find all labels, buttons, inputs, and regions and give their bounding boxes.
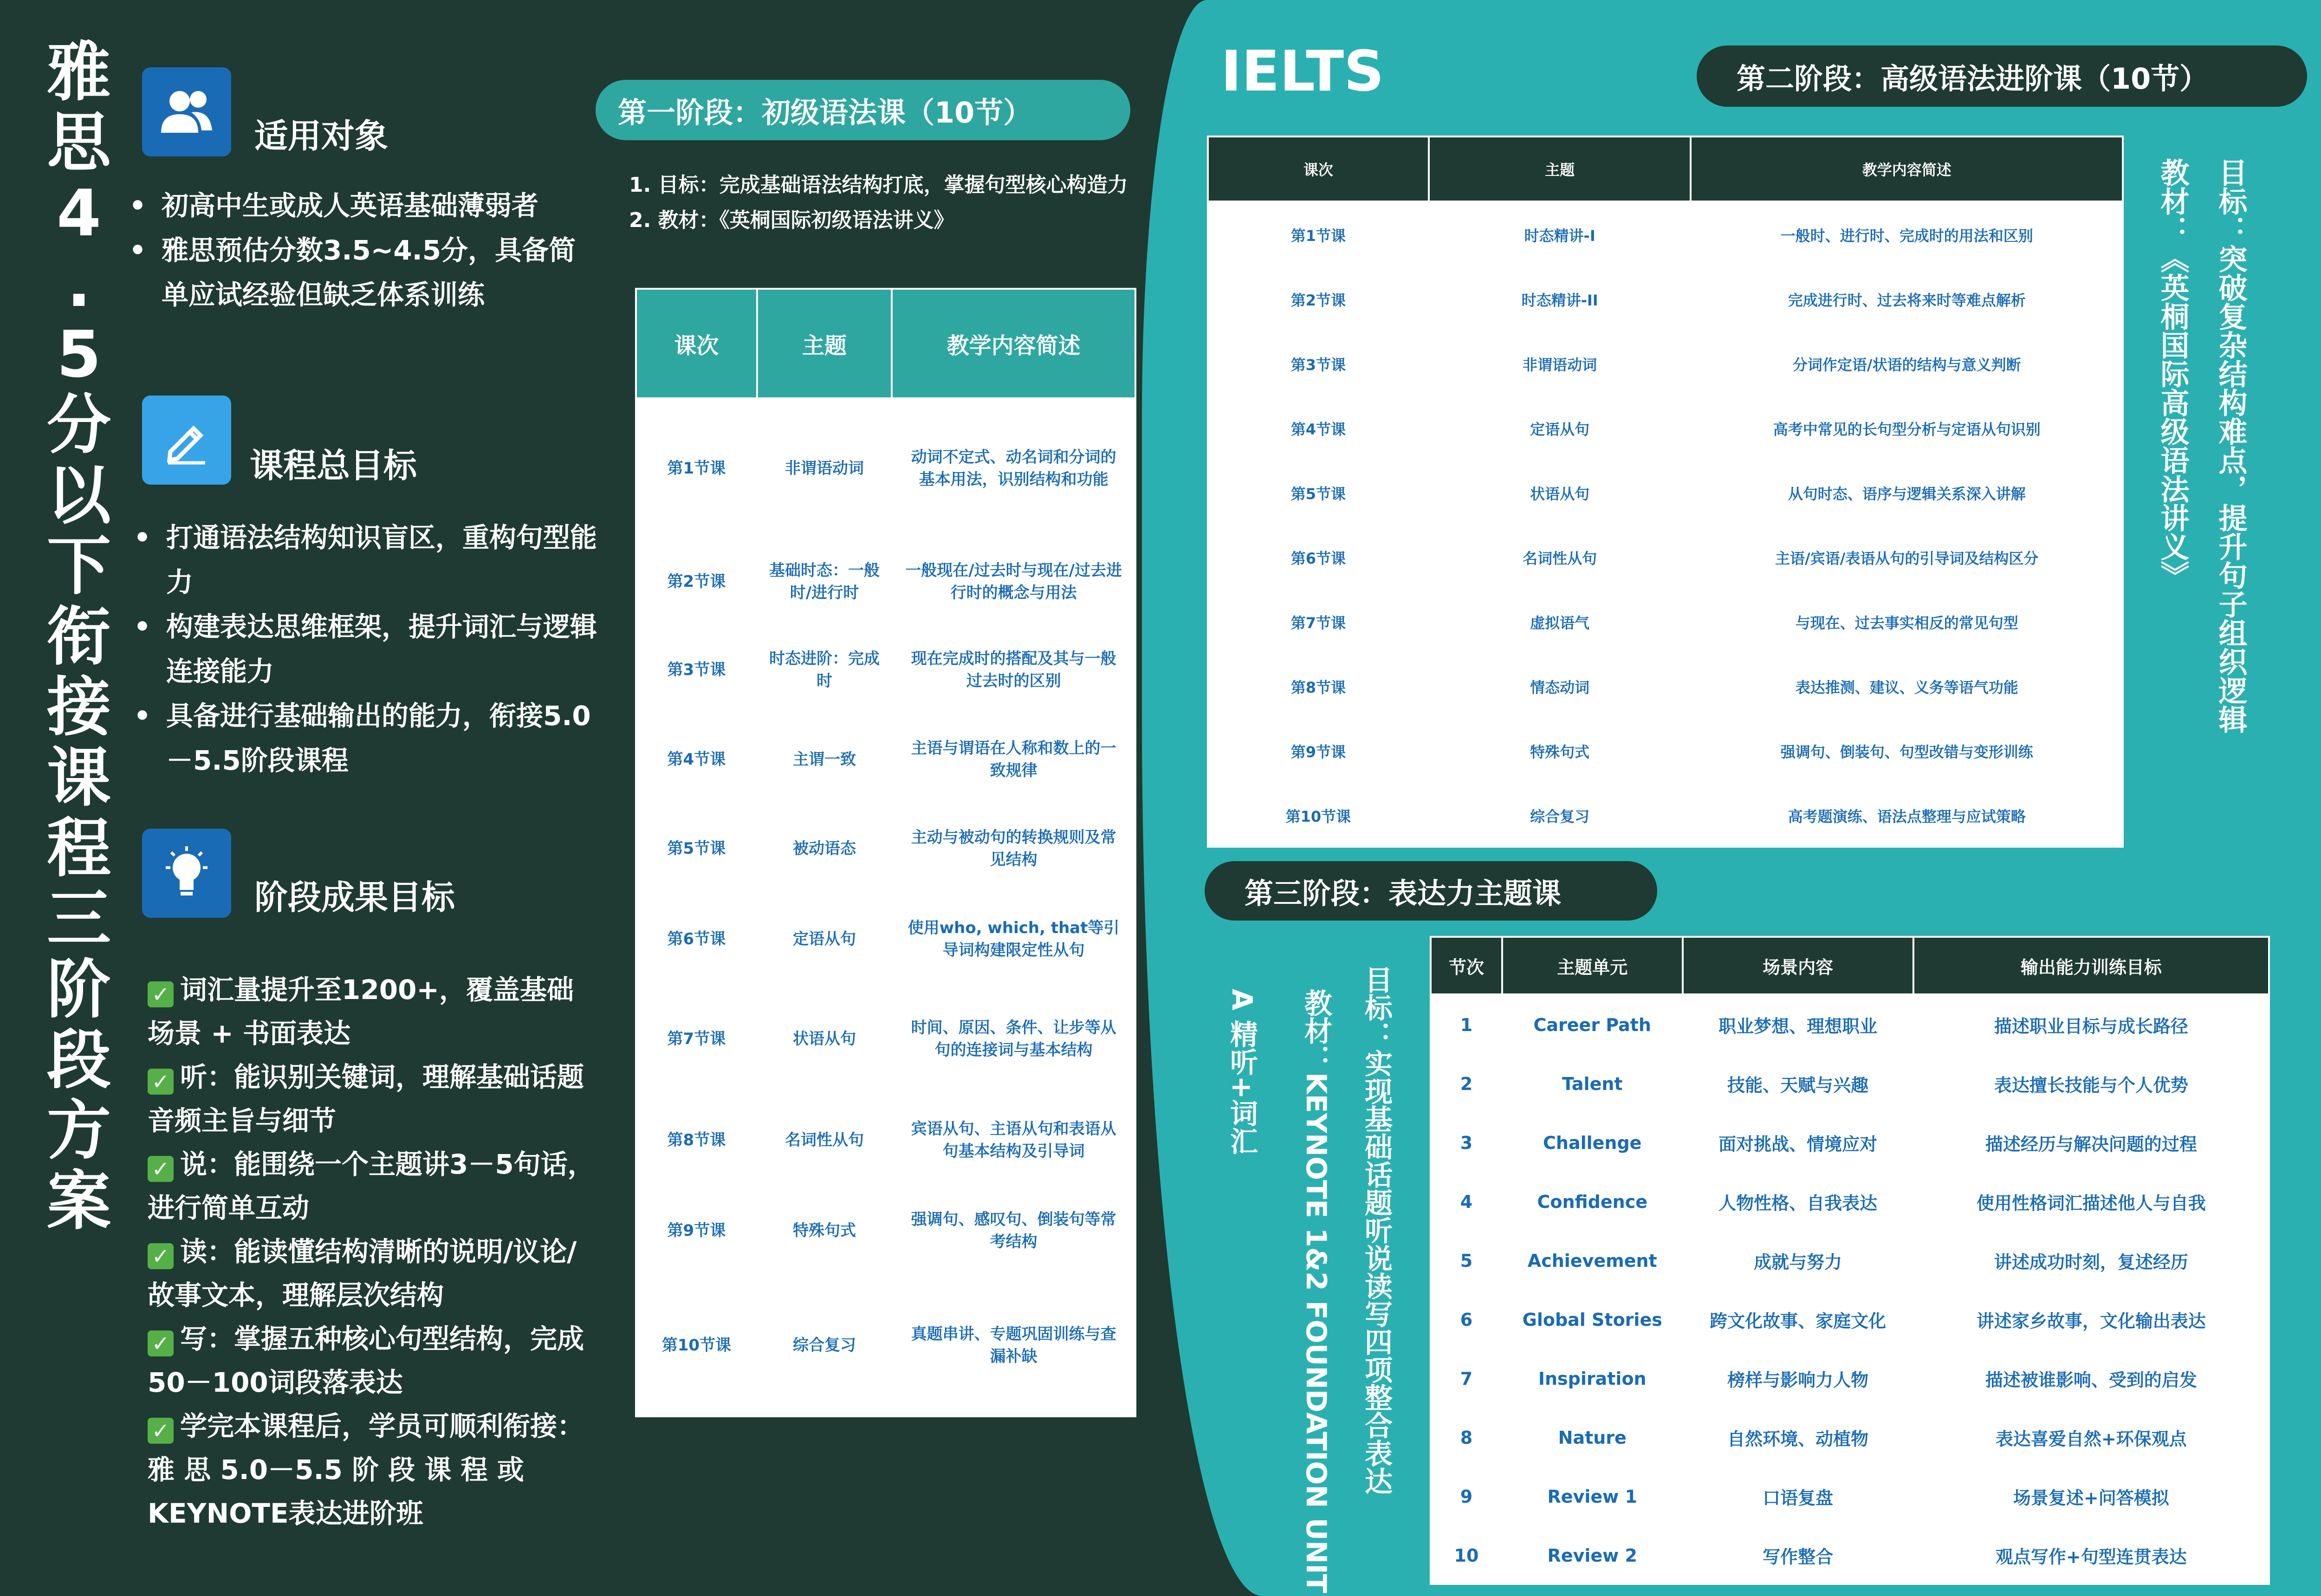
table-cell: 宾语从句、主语从句和表语从句基本结构及引导词: [911, 1119, 1116, 1161]
table-cell: 完成进行时、过去将来时等难点解析: [1788, 291, 2026, 309]
table-header: 节次: [1431, 937, 1502, 994]
stage3-pill: 第三阶段：表达力主题课: [1205, 861, 1657, 921]
list-item: ✓ 写：掌握五种核心句型结构，完成50－100词段落表达: [148, 1323, 584, 1398]
title-char: 三: [46, 882, 111, 956]
table-cell: 场景复述+问答模拟: [2013, 1488, 2169, 1508]
checkmark-icon: ✓: [148, 1156, 174, 1182]
table-cell: 定语从句: [793, 930, 856, 948]
table-cell: 表达擅长技能与个人优势: [1994, 1075, 2188, 1096]
table-cell: 技能、天赋与兴趣: [1727, 1075, 1869, 1096]
table-cell: 动词不定式、动名词和分词的基本用法，识别结构和功能: [911, 448, 1116, 489]
list-item: • 雅思预估分数3.5~4.5分，具备简单应试经验但缺乏体系训练: [129, 228, 593, 317]
table-row: [1431, 1467, 2269, 1526]
table-cell: 主语与谓语在人称和数上的一致规律: [911, 739, 1116, 780]
table-cell: 高考题演练、语法点整理与应试策略: [1788, 807, 2026, 825]
table-cell: 强调句、感叹句、倒装句等常考结构: [911, 1210, 1116, 1251]
stage2-material: 教材：《英桐国际高级语法讲义》: [2156, 158, 2190, 590]
table-cell: 特殊句式: [1530, 743, 1590, 761]
table-row: [1208, 525, 2123, 590]
table-header: 场景内容: [1683, 937, 1913, 994]
checkmark-icon: ✓: [148, 981, 174, 1007]
table-cell: 1: [1460, 1014, 1473, 1035]
table-row: [1431, 994, 2269, 1054]
table-cell: 真题串讲、专题巩固训练与查漏补缺: [911, 1325, 1116, 1366]
table-cell: 名词性从句: [785, 1130, 864, 1149]
table-cell: 表达喜爱自然+环保观点: [1995, 1429, 2187, 1449]
table-row: [636, 538, 1135, 626]
title-char: .: [66, 247, 91, 321]
table-cell: 时态进阶：完成时: [769, 649, 880, 690]
table-header: 主题: [1429, 136, 1691, 201]
table-cell: 观点写作+句型连贯表达: [1995, 1547, 2187, 1567]
table-cell: 主谓一致: [793, 750, 856, 769]
table-cell: 情态动词: [1530, 678, 1590, 696]
audience-list: [129, 183, 593, 317]
table-row: [1431, 1408, 2269, 1467]
table-cell: Challenge: [1543, 1132, 1642, 1153]
table-cell: 第3节课: [1290, 356, 1346, 374]
checkmark-icon: ✓: [148, 1418, 174, 1444]
table-cell: 成就与努力: [1754, 1252, 1842, 1272]
list-item: ✓ 读：能读懂结构清晰的说明/议论/故事文本，理解层次结构: [148, 1236, 577, 1311]
table-row: [1208, 719, 2123, 783]
table-row: [1208, 396, 2123, 461]
table-cell: 面对挑战、情境应对: [1718, 1134, 1878, 1155]
table-cell: 第1节课: [667, 459, 726, 478]
list-item: • 具备进行基础输出的能力，衔接5.0－5.5阶段课程: [134, 694, 603, 783]
title-char: 接: [46, 670, 111, 745]
table-cell: 3: [1460, 1132, 1473, 1153]
table-cell: 时间、原因、条件、让步等从句的连接词与基本结构: [911, 1019, 1116, 1059]
table-row: [1431, 1231, 2269, 1290]
table-cell: 第5节课: [667, 839, 726, 858]
table-cell: Nature: [1558, 1427, 1627, 1448]
table-cell: 虚拟语气: [1530, 614, 1590, 632]
table-cell: 第6节课: [667, 930, 726, 948]
stage2-target: 目标：突破复杂结构难点，提升句子组织逻辑: [2214, 158, 2248, 733]
table-row: [1208, 331, 2123, 396]
table-row: [636, 714, 1135, 804]
title-char: 5: [56, 317, 102, 392]
checkmark-icon: ✓: [148, 1069, 174, 1095]
table-cell: 表达推测、建议、义务等语气功能: [1795, 678, 2018, 696]
lightbulb-icon: [142, 829, 231, 918]
table-cell: 主动与被动句的转换规则及常见结构: [911, 828, 1116, 869]
table-cell: 被动语态: [793, 839, 856, 858]
title-char: 4: [56, 176, 102, 251]
table-cell: 一般现在/过去时与现在/过去进行时的概念与用法: [905, 561, 1122, 602]
table-cell: 自然环境、动植物: [1727, 1429, 1869, 1449]
list-item: ✓ 学完本课程后，学员可顺利衔接：雅 思 5.0－5.5 阶 段 课 程 或 KEYNOTE表达进阶班: [148, 1410, 584, 1529]
title-char: 思: [46, 105, 111, 180]
table-cell: 第4节课: [667, 750, 726, 769]
table-header: 教学内容简述: [1691, 136, 2123, 201]
list-item: • 初高中生或成人英语基础薄弱者: [129, 183, 593, 228]
table-cell: 第6节课: [1290, 549, 1346, 567]
table-row: [1208, 461, 2123, 525]
stage2-table: [1207, 136, 2124, 848]
outcomes-heading: 阶段成果目标: [254, 878, 455, 917]
table-cell: 特殊句式: [793, 1221, 856, 1240]
table-cell: Inspiration: [1538, 1368, 1647, 1389]
table-row: [636, 893, 1135, 986]
table-cell: 第4节课: [1290, 420, 1346, 438]
title-char: 案: [46, 1164, 111, 1239]
users-icon: [142, 67, 231, 156]
stage1-table: [635, 288, 1136, 1417]
table-cell: 综合复习: [793, 1336, 856, 1355]
table-cell: 描述被谁影响、受到的启发: [1985, 1370, 2197, 1390]
goals-heading: 课程总目标: [250, 446, 417, 485]
title-char: 课: [46, 740, 111, 815]
table-cell: 一般时、进行时、完成时的用法和区别: [1780, 227, 2033, 245]
table-cell: 职业梦想、理想职业: [1718, 1016, 1878, 1037]
table-header: 课次: [636, 289, 757, 398]
table-cell: 高考中常见的长句型分析与定语从句识别: [1773, 420, 2041, 438]
table-cell: 第9节课: [1290, 743, 1346, 761]
table-cell: 描述职业目标与成长路径: [1994, 1016, 2188, 1037]
title-char: 分: [46, 388, 111, 462]
table-row: [1208, 783, 2123, 848]
table-cell: 非谓语动词: [1523, 356, 1597, 374]
table-header: 课次: [1208, 136, 1429, 201]
table-cell: 写作整合: [1763, 1547, 1834, 1567]
table-cell: 名词性从句: [1523, 549, 1597, 567]
table-cell: 5: [1460, 1250, 1473, 1271]
table-cell: 2: [1460, 1073, 1473, 1094]
table-cell: 4: [1460, 1191, 1473, 1212]
stage2-pill: 第二阶段：高级语法进阶课（10节）: [1697, 45, 2307, 107]
table-cell: 现在完成时的搭配及其与一般过去时的区别: [911, 649, 1116, 690]
table-row: [1431, 1054, 2269, 1113]
table-row: [1431, 1290, 2269, 1349]
audience-heading: 适用对象: [254, 117, 389, 156]
title-char: 阶: [46, 952, 111, 1027]
table-cell: 描述经历与解决问题的过程: [1985, 1134, 2197, 1155]
title-char: 衔: [46, 599, 111, 674]
table-cell: Global Stories: [1522, 1309, 1662, 1330]
table-row: [1208, 654, 2123, 719]
table-cell: 基础时态：一般时/进行时: [769, 561, 880, 602]
table-cell: 时态精讲-II: [1521, 291, 1598, 309]
table-cell: Confidence: [1537, 1191, 1648, 1212]
page-title: [42, 37, 116, 1237]
table-cell: 7: [1460, 1368, 1473, 1389]
list-item: ✓ 词汇量提升至1200+，覆盖基础场景 + 书面表达: [148, 974, 574, 1049]
table-header: 主题: [757, 289, 892, 398]
table-row: [636, 804, 1135, 893]
table-cell: 第7节课: [667, 1030, 726, 1048]
goals-list: [134, 515, 603, 783]
ielts-label: IELTS: [1221, 39, 1384, 104]
table-cell: 口语复盘: [1763, 1488, 1834, 1508]
table-cell: 讲述家乡故事，文化输出表达: [1976, 1311, 2206, 1331]
pencil-icon: [142, 396, 231, 485]
table-cell: 第10节课: [1285, 807, 1351, 825]
table-cell: 定语从句: [1530, 420, 1590, 438]
table-row: [1431, 1113, 2269, 1172]
table-cell: Talent: [1562, 1073, 1623, 1094]
table-cell: 状语从句: [793, 1030, 856, 1048]
table-cell: Career Path: [1533, 1014, 1651, 1035]
title-char: 方: [46, 1093, 111, 1168]
stage3-table: [1430, 936, 2270, 1585]
table-row: [636, 1092, 1135, 1187]
table-cell: 10: [1454, 1545, 1479, 1566]
checkmark-icon: ✓: [148, 1243, 174, 1269]
table-cell: 第5节课: [1290, 485, 1346, 503]
table-cell: 强调句、倒装句、句型改错与变形训练: [1780, 743, 2033, 761]
table-row: [1431, 1349, 2269, 1408]
list-item: ✓ 说：能围绕一个主题讲3－5句话，进行简单互动: [148, 1148, 595, 1224]
title-char: 段: [46, 1023, 111, 1097]
table-cell: 9: [1460, 1486, 1473, 1507]
checkmark-icon: ✓: [148, 1330, 174, 1356]
table-cell: 第8节课: [1290, 678, 1346, 696]
table-cell: Review 2: [1547, 1545, 1637, 1566]
table-cell: 第9节课: [667, 1221, 726, 1240]
table-cell: 8: [1460, 1427, 1473, 1448]
title-char: 以: [46, 458, 111, 533]
list-item: • 打通语法结构知识盲区，重构句型能力: [134, 515, 603, 604]
table-row: [1208, 267, 2123, 331]
title-char: 下: [46, 529, 111, 603]
table-cell: 主语/宾语/表语从句的引导词及结构区分: [1775, 549, 2039, 567]
table-row: [636, 1273, 1135, 1417]
table-row: [1431, 1526, 2269, 1585]
table-cell: 跨文化故事、家庭文化: [1710, 1311, 1887, 1331]
stage3-material: 教材：KEYNOTE 1&2 FOUNDATION UNIT A 精听+词汇: [1225, 989, 1332, 1593]
table-cell: 第3节课: [667, 661, 726, 679]
title-char: 雅: [46, 35, 111, 110]
table-cell: 使用性格词汇描述他人与自我: [1976, 1193, 2206, 1213]
table-row: [636, 398, 1135, 538]
table-row: [636, 626, 1135, 714]
stage3-target: 目标：实现基础话题听说读写四项整合表达: [1360, 966, 1393, 1495]
list-item: • 构建表达思维框架，提升词汇与逻辑连接能力: [134, 604, 603, 694]
table-cell: 与现在、过去事实相反的常见句型: [1795, 614, 2018, 632]
table-row: [1431, 1172, 2269, 1231]
table-cell: 第7节课: [1290, 614, 1346, 632]
table-cell: 榜样与影响力人物: [1727, 1370, 1869, 1390]
table-cell: Review 1: [1547, 1486, 1637, 1507]
table-row: [636, 1187, 1135, 1273]
list-item: ✓ 听：能识别关键词，理解基础话题音频主旨与细节: [148, 1061, 584, 1136]
table-cell: 综合复习: [1530, 807, 1590, 825]
table-row: [1208, 590, 2123, 654]
stage1-material: 2. 教材：《英桐国际初级语法讲义》: [629, 208, 954, 232]
stage1-target: 1. 目标：完成基础语法结构打底，掌握句型核心构造力: [629, 173, 1128, 197]
table-cell: 使用who, which, that等引导词构建限定性从句: [908, 919, 1120, 960]
table-row: [636, 986, 1135, 1092]
table-cell: 讲述成功时刻，复述经历: [1994, 1252, 2188, 1272]
outcomes-list: [148, 968, 598, 1535]
table-header: 主题单元: [1502, 937, 1683, 994]
table-cell: 时态精讲-I: [1524, 227, 1595, 245]
title-char: 程: [46, 811, 111, 886]
table-cell: Achievement: [1527, 1250, 1657, 1271]
table-cell: 从句时态、语序与逻辑关系深入讲解: [1788, 485, 2026, 503]
table-cell: 人物性格、自我表达: [1718, 1193, 1878, 1213]
table-header: 输出能力训练目标: [1913, 937, 2269, 994]
table-cell: 第2节课: [667, 572, 726, 591]
table-cell: 第1节课: [1290, 227, 1346, 245]
table-header: 教学内容简述: [892, 289, 1135, 398]
table-cell: 第2节课: [1290, 291, 1346, 309]
table-cell: 分词作定语/状语的结构与意义判断: [1792, 356, 2021, 374]
table-cell: 第10节课: [661, 1336, 732, 1355]
table-cell: 第8节课: [667, 1130, 726, 1149]
table-cell: 非谓语动词: [785, 459, 864, 478]
stage1-pill: 第一阶段：初级语法课（10节）: [596, 80, 1130, 140]
table-cell: 6: [1460, 1309, 1473, 1330]
table-row: [1208, 201, 2123, 267]
table-cell: 状语从句: [1530, 485, 1590, 503]
